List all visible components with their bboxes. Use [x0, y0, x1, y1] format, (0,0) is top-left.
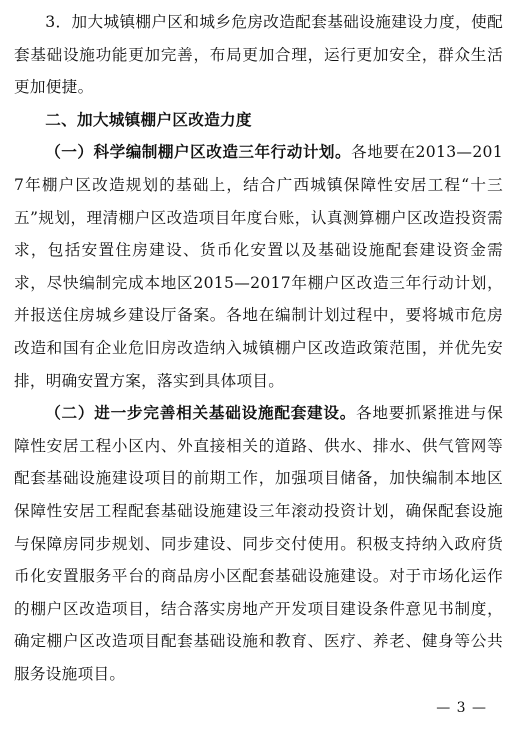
section-2-body: 各地要抓紧推进与保障性安居工程小区内、外直接相关的道路、供水、排水、供气管网等配套基础设施建设项目的前期工作，加强项目储备，加快编制本地区保障性安居工程配套基础设施建设三年滚动投资计划，确保配套设施与保障房同步规划、同步建设、同步交付使用。积极支持纳入政府货币化安置服务平台的商品房小区配套基础设施建设。对于市场化运作的棚户区改造项目，结合落实房地产开发项目建设条件意见书制度，确定棚户区改造项目配套基础设施和教育、医疗、养老、健身等公共服务设施项目。: [14, 404, 504, 683]
document-page: [14, 0, 503, 690]
section-heading-2: 二、加大城镇棚户区改造力度: [45, 110, 252, 129]
paragraph-section-1: [14, 136, 503, 397]
section-2-title: （二）进一步完善相关基础设施配套建设。: [45, 404, 357, 423]
section-1-title: （一）科学编制棚户区改造三年行动计划。: [45, 143, 352, 162]
paragraph-section-2: [14, 397, 503, 690]
page-number: — 3 —: [436, 700, 487, 716]
paragraph-item-3: 3．加大城镇棚户区和城乡危房改造配套基础设施建设力度，使配套基础设施功能更加完善，布局更加合理，运行更加安全，群众生活更加便捷。: [14, 13, 503, 97]
section-1-body: 各地要在2013—2017年棚户区改造规划的基础上，结合广西城镇保障性安居工程“十三五”规划，理清棚户区改造项目年度台账，认真测算棚户区改造投资需求，包括安置住房建设、货币化安置以及基础设施配套建设资金需求，尽快编制完成本地区2015—2017年棚户区改造三年行动计划，并报送住房城乡建设厅备案。各地在编制计划过程中，要将城市危房改造和国有企业危旧房改造纳入城镇棚户区改造政策范围，并优先安排，明确安置方案，落实到具体项目。: [14, 143, 503, 390]
